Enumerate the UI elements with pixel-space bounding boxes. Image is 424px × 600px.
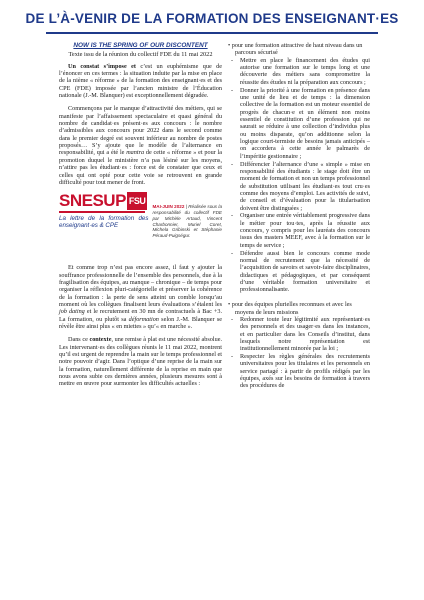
- snesup-logo: SNESUP FSU La lettre de la formation des enseignant·es & CPE: [59, 191, 149, 229]
- paragraph-4: Dans ce contexte, une remise à plat est une nécessité absolue. Les intervenant·es des collègues réunis le 11 mai 2022, montrent qu’il est urgent de reprendre la main sur le temps professionnel et notre pouvoir d’agir. Dans l’optique d’une reprise de la main sur la formation, naturellement différente de la reprise en main que nous avons subie ces dernières années, plusieurs mesures sont à mettre en œuvre pour surmonter les difficultés actuelles :: [59, 336, 222, 388]
- list-item: - Respecter les règles générales des recrutements universitaires pour les titulaires et les personnels en service partagé : à partir de profils rédigés par les équipes, axés sur les besoins de formation à travers des procédures de: [228, 353, 370, 390]
- measure-list-2: [228, 316, 370, 390]
- section-heading-1: • pour une formation attractive de haut niveau dans un parcours sécurisé: [228, 42, 363, 57]
- page-title: DE L’À-VENIR DE LA FORMATION DES ENSEIGNANT·ES: [25, 11, 399, 26]
- list-item: - Donner la priorité à une formation en présence dans une unité de lieu et de temps : la dimension collective de la formation est un moteur essentiel de progrès de chacun·e et un élément non moins essentiel de constitution d’une profession qui ne saurait se réduire à une collection d’individus plus ou moins disparate, qu’on additionne selon la logique court-termiste de besoins jamais anticipés – on accordera à cette année le palmarès de l’impéritie gestionnaire ;: [228, 87, 370, 160]
- right-column: [228, 42, 370, 390]
- newsletter-box: [59, 192, 222, 258]
- section-heading-2: • pour des équipes plurielles reconnues et avec les moyens de leurs missions: [228, 301, 352, 316]
- list-item: - Mettre en place le financement des études qui autorise une formation sur le temps long et une découverte des métiers sans compromettre la réussite des études ni la préparation aux concours ;: [228, 57, 370, 86]
- list-item: - Redonner toute leur légitimité aux représentant·es des personnels et des usager·es dans les instances, et en particulier dans les Conseils d’institut, dans lesquels notre représentation est institutionnellement minorée par la loi ;: [228, 316, 370, 353]
- list-item: - Différencier l’alternance d’une « simple » mise en responsabilité des étudiants : le stage doit être un moment de formation et non un temps professionnel de substitution utilisant les étudiant·es tout cru·es comme des moyens d’emploi. Les activités de suivi, de conseil et d’évaluation pour la titularisation doivent être distinguées ;: [228, 161, 370, 212]
- newsletter-caption: MAI-JUIN 2022 | Réalisée sous la responsabilité du collectif FDE par Michèle Artaud, Vincent Charbonnier, Muriel Coret, Michela Gribinski et Stéphanie Péraud-Puigségur.: [152, 204, 222, 239]
- intro-line: Texte issu de la réunion du collectif FDE du 11 mai 2022: [68, 51, 213, 59]
- left-column: [59, 42, 222, 388]
- p1-lead: Un constat s’impose et: [68, 62, 136, 70]
- paragraph-1: Un constat s’impose et c’est un euphémisme que de l’énoncer en ces termes : la situation induite par la mise en place de la nième « réforme » de la formation des enseignant·es et des CPE (FDE) imposée par l’ancien ministre de l’Éducation nationale (J.-M. Blanquer) est exceptionnellement dégradée.: [59, 62, 222, 100]
- paragraph-2: Commençons par le manque d’attractivité des métiers, qui se manifeste par l’affaissement spectaculaire et quasi général du nombre de candidat·es présent·es aux concours : le nombre d’admissibles aux concours pour 2022 dans le second comme dans le premier degré est souvent inférieur au nombre de postes proposés… S’y ajoute que le modèle de l’alternance en responsabilité, qui a été le mantra de cette « réforme » et pour la promotion duquel le ministère n’a pas lésiné sur les moyens, n’attire pas les étudiant·es : force est de constater que ceux et celles qui ont opté pour cette voie se retrouvent en grande difficulté pour tout mener de front.: [59, 105, 223, 186]
- paragraph-3: Et comme trop n’est pas encore assez, il faut y ajouter la souffrance professionnelle de l’ensemble des personnels, due à la fragilisation des équipes, au manque – chronique – de temps pour organiser la réflexion pluri-catégorielle et préserver la cohérence de la formation : la perte de sens atteint un comble lorsqu’au moment où les collègues finalisent leurs évaluations s’étalent les job dating et le recrutement en 30 mn de contractuels à Bac +3. La formation, ou plutôt sa déformation selon J.-M. Blanquer se révèle être ainsi plus « en miettes » qu’« en marche ».: [59, 264, 222, 330]
- list-item: - Défendre aussi bien le concours comme mode normal de recrutement que la nécessité de l’acquisition de savoirs et savoir-faire disciplinaires, didactiques et pédagogiques, et par conséquent d’une véritable formation universitaire et professionnalisante.: [228, 250, 370, 294]
- title-rule: [46, 32, 378, 34]
- measure-list-1: [228, 57, 370, 294]
- subtitle: NOW IS THE SPRING OF OUR DISCONTENT: [73, 42, 208, 49]
- list-item: - Organiser une entrée véritablement progressive dans le métier pour tou·tes, après la réussite aux concours, y compris pour les lauréats des concours issus des masters MEEF, avec à la formation sur le temps de service ;: [228, 212, 370, 249]
